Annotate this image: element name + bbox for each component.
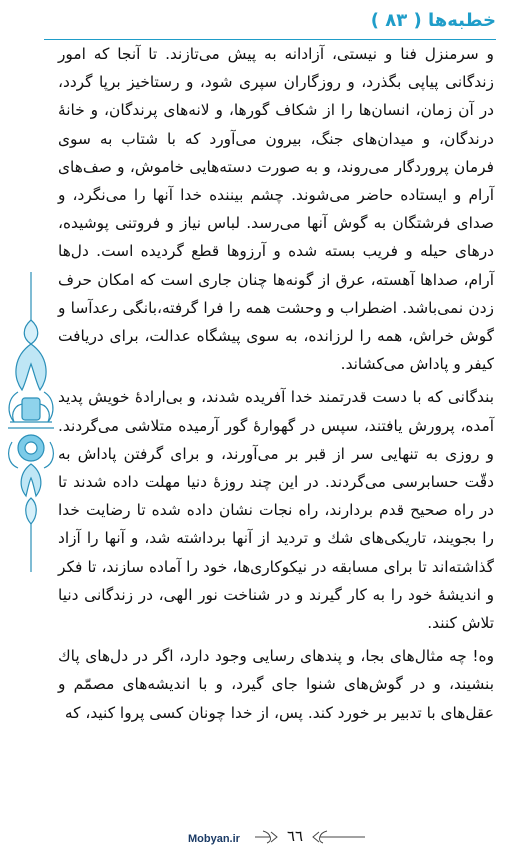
site-watermark: Mobyan.ir bbox=[188, 833, 240, 845]
arabesque-ornament-icon bbox=[4, 272, 58, 572]
page-header bbox=[44, 8, 496, 36]
page-footer bbox=[0, 823, 520, 851]
paragraph-2: بندگانی که با دست قدرتمند خدا آفریده شدند، و بی‌ارادۀ خویش پدید آمده، پرورش یافتند، سپس در گهوارۀ گور آرمیده متلاشی می‌گردند. و روزی به تنهایی سر از قبر بر می‌آورند، و برای گرفتن پاداش به دقّت حسابرسی می‌گردند. در این چند روزۀ دنیا مهلت داده شدند تا در راه صحیح قدم بردارند، راه نجات نشان داده شده تا رضایت خدا را بجویند، تاریکی‌های شك و تردید از آنها برداشته شد، و آنها را آزاد گذاشته‌اند تا برای مسابقه در نیکوکاری‌ها، خود را آماده سازند، تا فکر و اندیشۀ خود را به کار گیرند و در شناخت نور الهی، در زندگانی دنیا تلاش کنند. bbox=[58, 388, 494, 633]
chapter-title: خطبه‌ها ( ۸۳ ) bbox=[370, 10, 496, 31]
paragraph-1: و سرمنزل فنا و نیستی، آزادانه به پیش می‌تازند. تا آنجا که امور زندگانی پیاپی بگذرد، و روزگاران سپری شود، و رستاخیز برپا گردد، در آن زمان، انسان‌ها را از شکاف گورها، و لانه‌های پرندگان، و خانۀ درندگان، و میدان‌های جنگ، بیرون می‌آورد که با شتاب به سوی فرمان پروردگار می‌روند، و به صورت دسته‌هایی خاموش، و صف‌های آرام و ایستاده حاضر می‌شوند. چشم بیننده خدا آنها را می‌نگرد، و صدای فرشتگان به گوش آنها می‌رسد. لباس نیاز و فروتنی پوشیده، درهای حیله و فریب بسته شده و آرزوها قطع گردیده است. دل‌ها آرام، صداها آهسته، عرق از گونه‌ها چنان جاری است که امکان حرف زدن نمی‌باشد. اضطراب و وحشت همه را فرا گرفته،بانگی رعدآسا و گوش خراش، همه را لرزانده، به سوی پیشگاه عدالت، برای دریافت کیفر و پاداش می‌کشاند. bbox=[58, 45, 494, 374]
page-number: ٦٦ bbox=[286, 827, 304, 845]
page-body bbox=[58, 40, 494, 732]
paragraph-3: وه! چه مثال‌های بجا، و پندهای رسایی وجود دارد، اگر در دل‌های پاك بنشیند، و در گوش‌های شنوا جای گیرد، و با اندیشه‌های مصمّم و عقل‌های با تدبیر بر خورد کند. پس، از خدا چونان کسی پروا کنید، که bbox=[58, 647, 494, 722]
